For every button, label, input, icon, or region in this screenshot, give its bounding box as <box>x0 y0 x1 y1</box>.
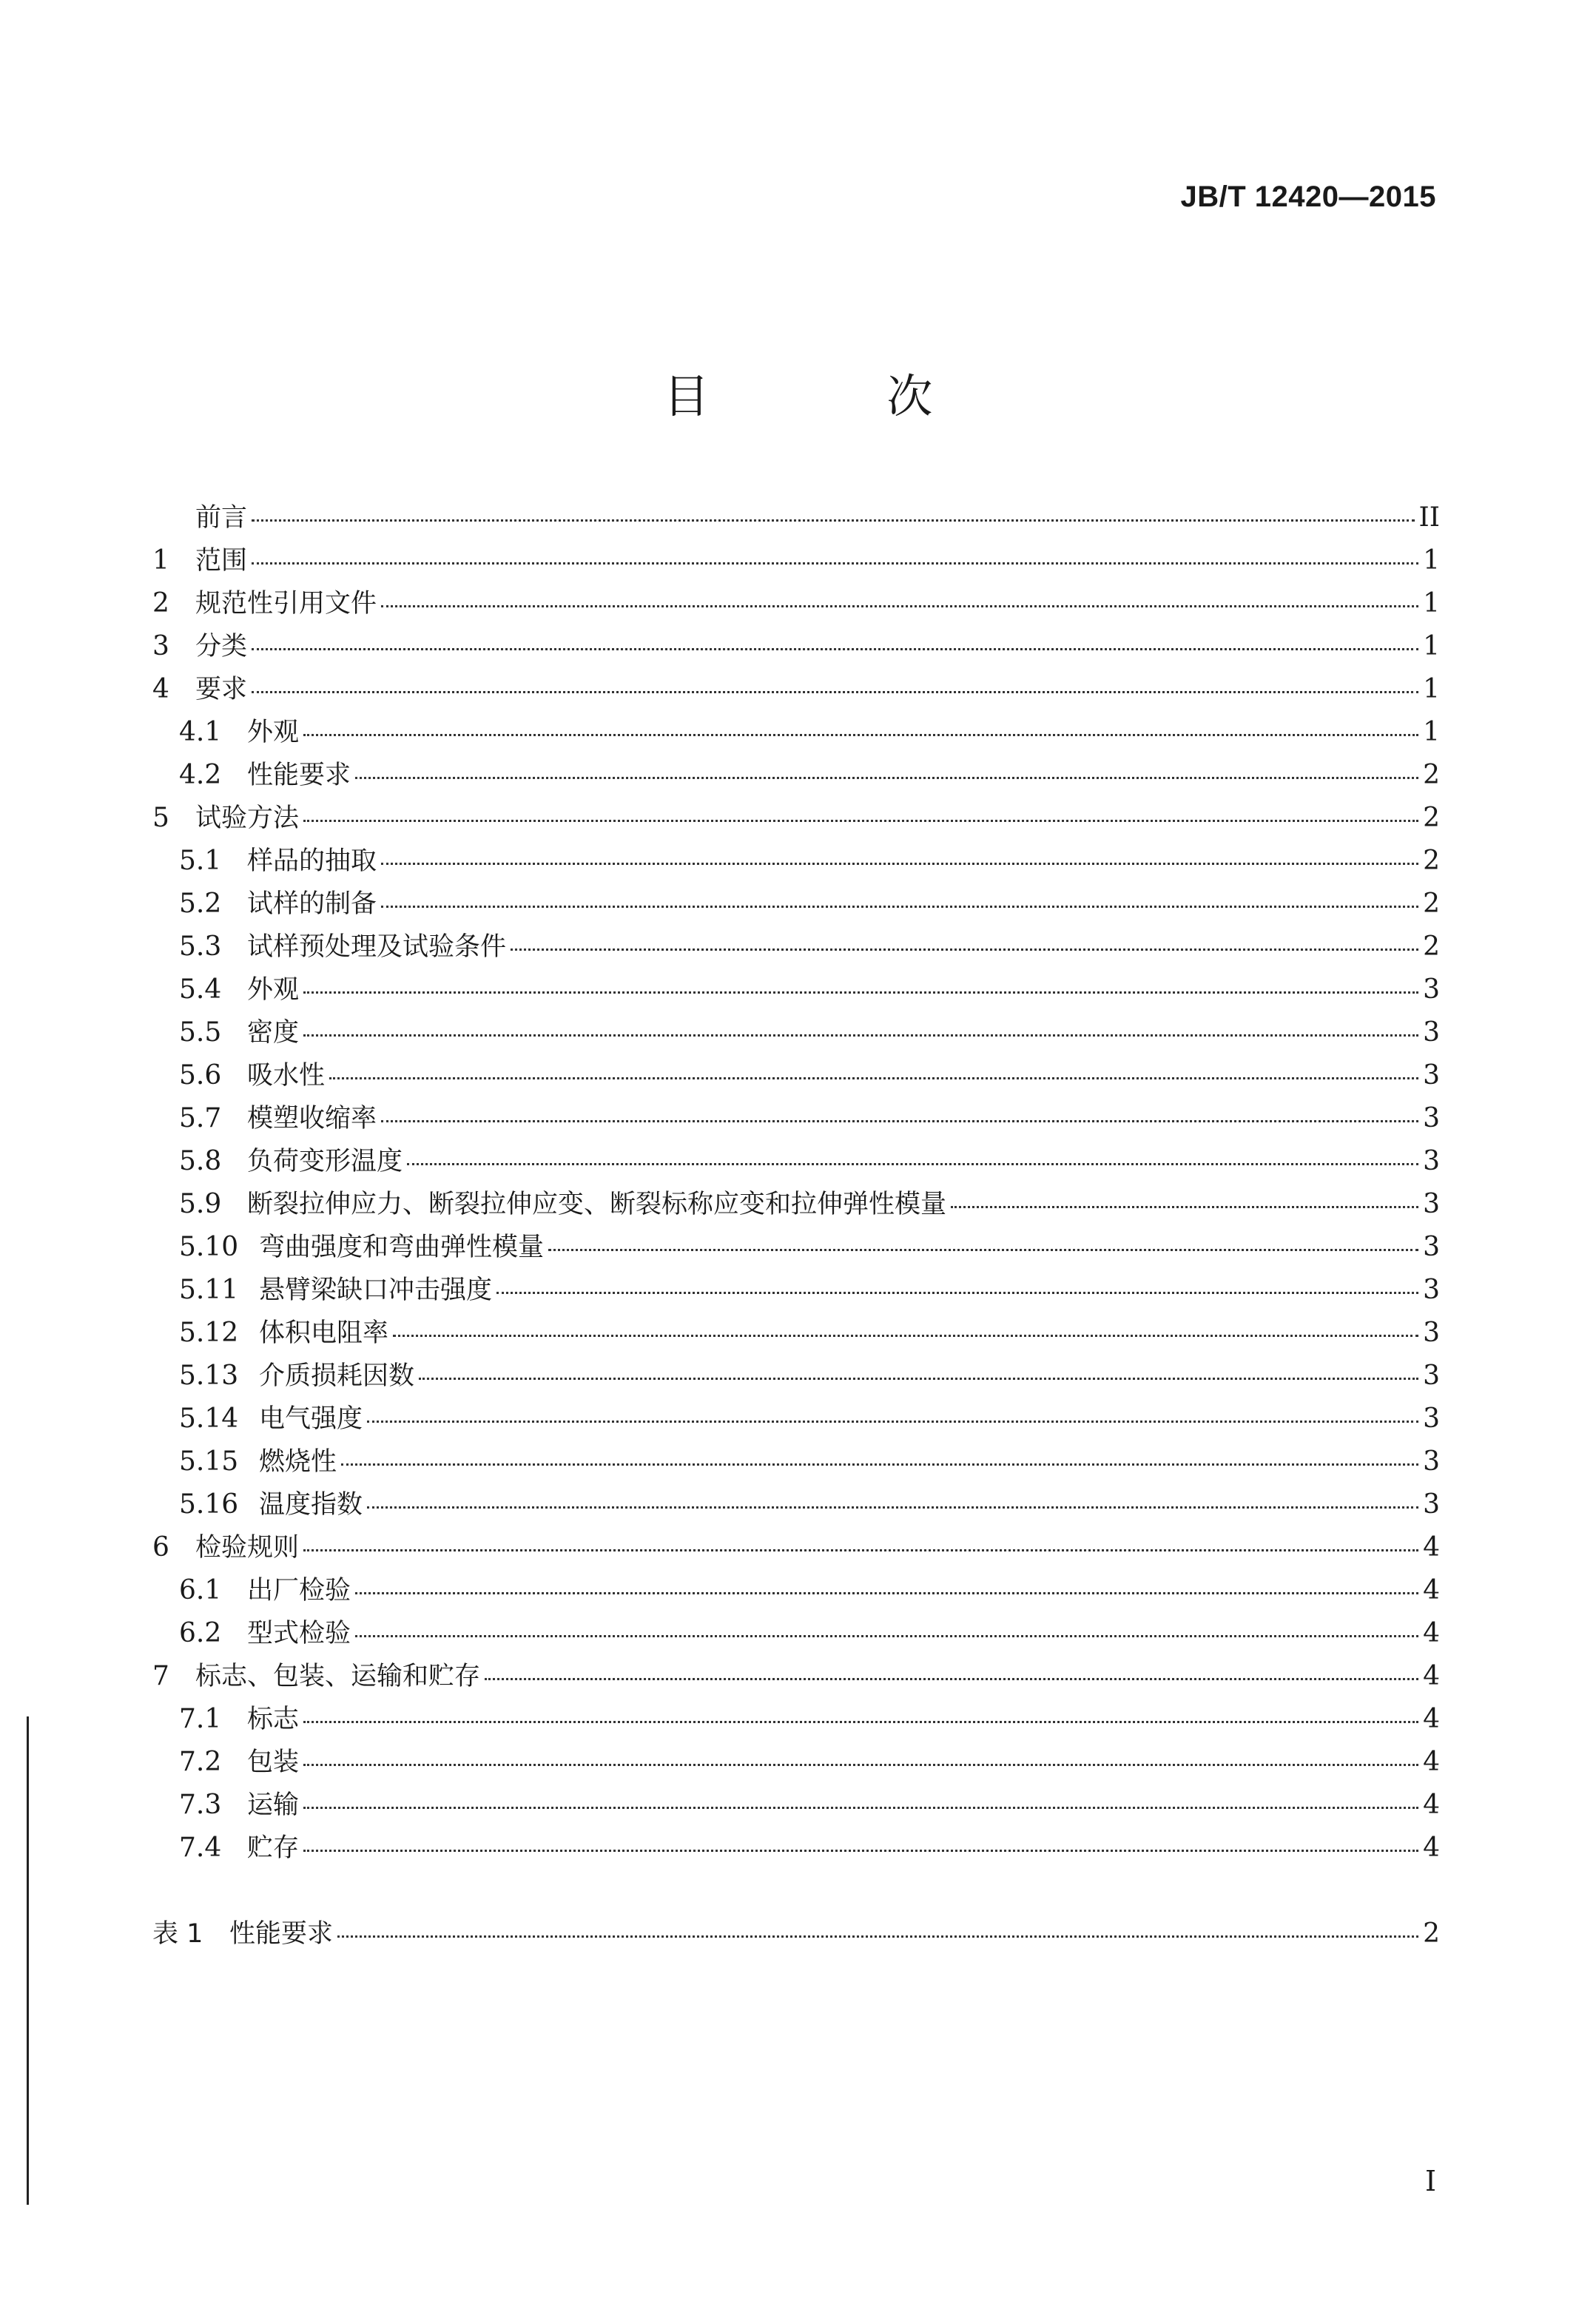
toc-entry[interactable] <box>152 1184 1440 1227</box>
toc-entry-number: 5.15 <box>179 1446 239 1477</box>
toc-entry-page: 2 <box>1423 931 1440 962</box>
dot-leader <box>303 820 1418 822</box>
toc-entry-page: 1 <box>1423 545 1440 576</box>
toc-entry-number: 5.11 <box>179 1275 239 1305</box>
toc-entry-title: 型式检验 <box>247 1619 351 1648</box>
toc-entry-number: 4.1 <box>179 717 222 747</box>
toc-entry-number: 7 <box>152 1661 169 1691</box>
toc-entry-title: 燃烧性 <box>259 1447 337 1477</box>
dot-leader <box>407 1163 1418 1165</box>
toc-entry-page: 4 <box>1423 1747 1440 1777</box>
toc-entry-title: 外观 <box>247 975 300 1005</box>
toc-entry[interactable] <box>152 1398 1440 1441</box>
dot-leader <box>303 991 1418 994</box>
toc-entry-title: 范围 <box>195 546 248 576</box>
toc-entry-number: 5.14 <box>179 1404 239 1434</box>
toc-entry-title: 负荷变形温度 <box>247 1147 403 1176</box>
toc-entry[interactable] <box>152 540 1440 583</box>
toc-entry-title: 断裂拉伸应力、断裂拉伸应变、断裂标称应变和拉伸弹性模量 <box>247 1190 947 1219</box>
toc-entry-page: 3 <box>1423 1103 1440 1133</box>
toc-entry-title: 模塑收缩率 <box>247 1104 377 1133</box>
toc-entry-page: 2 <box>1423 889 1440 919</box>
toc-entry-title: 试验方法 <box>195 803 300 833</box>
dot-leader <box>303 1807 1418 1809</box>
toc-entry-page: 1 <box>1423 631 1440 661</box>
toc-entry-number: 1 <box>152 545 169 576</box>
toc-entry-number: 5.6 <box>179 1060 222 1091</box>
toc-entry-title: 电气强度 <box>259 1404 363 1434</box>
toc-entry-title: 运输 <box>247 1790 300 1820</box>
toc-entry-title: 样品的抽取 <box>247 846 377 876</box>
toc-entry[interactable] <box>152 1484 1440 1527</box>
toc-entry-title: 出厂检验 <box>247 1576 351 1605</box>
toc-entry[interactable] <box>152 1656 1440 1699</box>
toc-entry[interactable] <box>152 583 1440 626</box>
toc-entry-number: 5.7 <box>179 1103 222 1133</box>
toc-entry-number: 5.12 <box>179 1318 239 1348</box>
toc-entry[interactable] <box>152 1270 1440 1312</box>
toc-entry-number: 5 <box>152 803 169 833</box>
toc-entry-page: 3 <box>1423 1189 1440 1219</box>
toc-entry-number: 5.13 <box>179 1361 239 1391</box>
toc-entry-page: 2 <box>1423 803 1440 833</box>
toc-entry-number: 5.5 <box>179 1017 222 1048</box>
dot-leader <box>511 948 1418 951</box>
dot-leader <box>381 906 1418 908</box>
toc-entry-page: 3 <box>1423 1318 1440 1348</box>
toc-entry-number: 7.4 <box>179 1833 222 1863</box>
toc-entry-page: 4 <box>1423 1661 1440 1691</box>
toc-entry-title: 悬臂梁缺口冲击强度 <box>259 1276 493 1305</box>
toc-entry[interactable] <box>152 969 1440 1012</box>
toc-entry-page: 3 <box>1423 1060 1440 1091</box>
toc-entry-title: 分类 <box>195 632 248 661</box>
toc-entry-number: 7.3 <box>179 1790 222 1820</box>
table-title: 性能要求 <box>229 1919 334 1949</box>
dot-leader <box>381 863 1418 865</box>
dot-leader <box>548 1249 1418 1251</box>
toc-entry[interactable] <box>152 1227 1440 1270</box>
dot-leader <box>951 1206 1418 1208</box>
dot-leader <box>252 519 1415 522</box>
toc-entry-title: 贮存 <box>247 1833 300 1863</box>
dot-leader <box>367 1421 1418 1423</box>
toc-entry-page: 1 <box>1423 717 1440 747</box>
toc-entry-number: 3 <box>152 631 169 661</box>
dot-leader <box>252 562 1418 565</box>
toc-entry-number: 7.1 <box>179 1704 222 1734</box>
toc-entry-page: 2 <box>1423 760 1440 790</box>
toc-entry-page: 3 <box>1423 974 1440 1005</box>
toc-entry[interactable] <box>152 1141 1440 1184</box>
dot-leader <box>341 1463 1418 1466</box>
table-number: 表 1 <box>152 1919 203 1949</box>
toc-entry[interactable] <box>152 1785 1440 1827</box>
toc-entry-number: 4.2 <box>179 760 222 790</box>
toc-entry[interactable] <box>152 1055 1440 1098</box>
dot-leader <box>381 605 1418 607</box>
toc-entry[interactable] <box>152 1827 1440 1870</box>
toc-entry-number: 5.2 <box>179 889 222 919</box>
toc-entry[interactable] <box>152 1012 1440 1055</box>
toc-entry[interactable] <box>152 1613 1440 1656</box>
toc-entry-title: 密度 <box>247 1018 300 1048</box>
dot-leader <box>303 734 1418 736</box>
toc-entry-number: 6 <box>152 1532 169 1563</box>
toc-entry-page: 3 <box>1423 1446 1440 1477</box>
toc-entry-title: 吸水性 <box>247 1061 326 1091</box>
dot-leader <box>496 1292 1418 1294</box>
dot-leader <box>419 1378 1418 1380</box>
toc-entry-number: 5.8 <box>179 1146 222 1176</box>
toc-entry[interactable] <box>152 1699 1440 1742</box>
dot-leader <box>303 1850 1418 1852</box>
toc-entry-title: 温度指数 <box>259 1490 363 1520</box>
toc-entry-page: 1 <box>1423 674 1440 704</box>
toc-entry-page: 3 <box>1423 1232 1440 1262</box>
toc-entry-title: 试样的制备 <box>247 889 377 919</box>
dot-leader <box>303 1721 1418 1723</box>
toc-entry-title: 外观 <box>247 718 300 747</box>
page-number: I <box>1424 2165 1436 2197</box>
toc-entry-title: 前言 <box>195 503 248 533</box>
toc-entry-page: 4 <box>1423 1532 1440 1563</box>
toc-entry-number: 5.9 <box>179 1189 222 1219</box>
dot-leader <box>337 1935 1418 1938</box>
dot-leader <box>355 1592 1418 1594</box>
toc-entry[interactable] <box>152 1527 1440 1570</box>
dot-leader <box>485 1678 1418 1680</box>
toc-entry[interactable] <box>152 1742 1440 1785</box>
toc-entry[interactable] <box>152 626 1440 669</box>
toc-entry-page: 3 <box>1423 1017 1440 1048</box>
dot-leader <box>355 1635 1418 1637</box>
table-of-contents <box>152 497 1440 1870</box>
scan-edge-line <box>27 1716 29 2205</box>
toc-entry-page: 4 <box>1423 1790 1440 1820</box>
toc-entry-number: 5.10 <box>179 1232 239 1262</box>
dot-leader <box>303 1549 1418 1551</box>
toc-entry-number: 2 <box>152 588 169 619</box>
toc-entry-title: 标志、包装、运输和贮存 <box>195 1662 481 1691</box>
toc-entry-title: 标志 <box>247 1705 300 1734</box>
toc-entry[interactable] <box>152 755 1440 798</box>
toc-entry[interactable] <box>152 712 1440 755</box>
toc-entry-number: 5.1 <box>179 846 222 876</box>
toc-entry-number: 7.2 <box>179 1747 222 1777</box>
toc-entry-page: 4 <box>1423 1704 1440 1734</box>
toc-entry-title: 试样预处理及试验条件 <box>247 932 507 962</box>
toc-entry-title: 性能要求 <box>247 761 351 790</box>
toc-entry-title: 检验规则 <box>195 1533 300 1563</box>
toc-entry-page: 1 <box>1423 588 1440 619</box>
toc-entry[interactable] <box>152 1570 1440 1613</box>
dot-leader <box>252 648 1418 650</box>
toc-entry[interactable] <box>152 926 1440 969</box>
list-of-tables <box>152 1913 1440 1956</box>
toc-entry[interactable] <box>152 497 1440 540</box>
toc-entry-page: II <box>1418 502 1440 533</box>
toc-entry-page: 4 <box>1423 1618 1440 1648</box>
toc-entry-number: 6.1 <box>179 1575 222 1605</box>
toc-entry[interactable] <box>152 669 1440 712</box>
toc-entry[interactable] <box>152 1441 1440 1484</box>
toc-entry-title: 规范性引用文件 <box>195 589 377 619</box>
dot-leader <box>367 1506 1418 1509</box>
dot-leader <box>252 691 1418 693</box>
toc-entry-title: 介质损耗因数 <box>259 1361 415 1391</box>
toc-entry[interactable] <box>152 1098 1440 1141</box>
toc-entry-page: 4 <box>1423 1833 1440 1863</box>
toc-entry-number: 4 <box>152 674 169 704</box>
toc-entry[interactable] <box>152 798 1440 840</box>
dot-leader <box>303 1764 1418 1766</box>
toc-entry-page: 3 <box>1423 1489 1440 1520</box>
toc-entry-number: 5.16 <box>179 1489 239 1520</box>
toc-entry-number: 6.2 <box>179 1618 222 1648</box>
toc-entry-number: 5.4 <box>179 974 222 1005</box>
toc-entry-page: 3 <box>1423 1404 1440 1434</box>
dot-leader <box>393 1335 1418 1337</box>
dot-leader <box>303 1034 1418 1037</box>
page-title: 目 次 <box>663 369 1014 423</box>
toc-entry-number: 5.3 <box>179 931 222 962</box>
toc-entry-page: 3 <box>1423 1275 1440 1305</box>
toc-entry-title: 包装 <box>247 1748 300 1777</box>
toc-entry[interactable] <box>152 883 1440 926</box>
toc-entry-title: 要求 <box>195 675 248 704</box>
toc-entry[interactable] <box>152 1355 1440 1398</box>
dot-leader <box>355 777 1418 779</box>
toc-entry-title: 弯曲强度和弯曲弹性模量 <box>259 1233 545 1262</box>
toc-entry-page: 3 <box>1423 1146 1440 1176</box>
toc-entry-title: 体积电阻率 <box>259 1318 389 1348</box>
toc-entry-page: 3 <box>1423 1361 1440 1391</box>
toc-entry-page: 2 <box>1423 846 1440 876</box>
table-page: 2 <box>1423 1918 1440 1949</box>
dot-leader <box>381 1120 1418 1122</box>
dot-leader <box>329 1077 1418 1079</box>
toc-entry[interactable] <box>152 1312 1440 1355</box>
toc-entry[interactable] <box>152 840 1440 883</box>
standard-code: JB/T 12420—2015 <box>1180 181 1436 213</box>
toc-entry-page: 4 <box>1423 1575 1440 1605</box>
table-list-entry[interactable] <box>152 1913 1440 1956</box>
